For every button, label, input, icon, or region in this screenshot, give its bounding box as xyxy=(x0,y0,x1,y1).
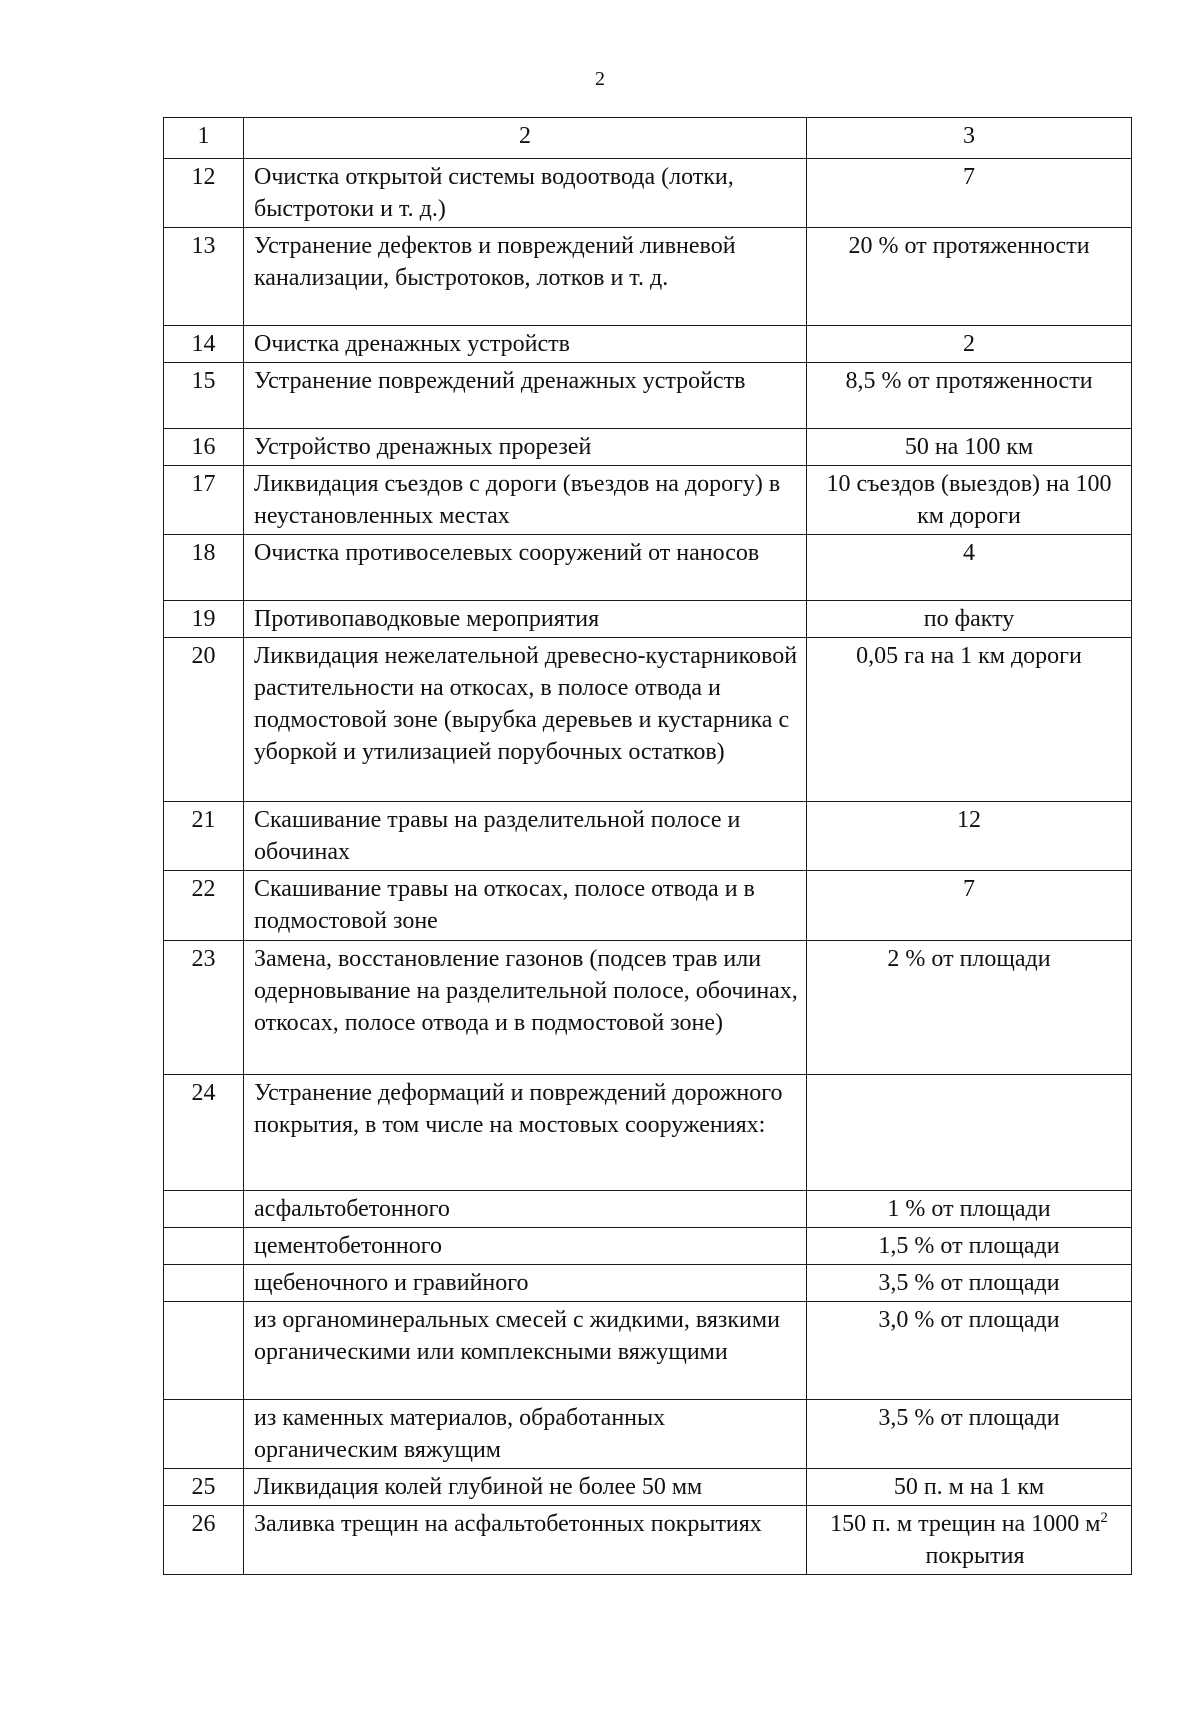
table-row xyxy=(164,601,1132,638)
row-number: 18 xyxy=(164,535,244,601)
row-number xyxy=(164,1228,244,1265)
work-name: Противопаводковые мероприятия xyxy=(244,601,807,638)
norm-value: 4 xyxy=(807,535,1132,601)
norm-value: 2 xyxy=(807,326,1132,363)
norm-value: 3,5 % от площади xyxy=(807,1265,1132,1302)
row-number: 26 xyxy=(164,1506,244,1575)
table-row xyxy=(164,363,1132,429)
page-number: 2 xyxy=(595,68,605,90)
row-number: 24 xyxy=(164,1075,244,1191)
table-row xyxy=(164,802,1132,871)
work-name: Устранение деформаций и повреждений дорожного покрытия, в том числе на мостовых сооружениях: xyxy=(244,1075,807,1191)
row-number: 15 xyxy=(164,363,244,429)
work-name: из каменных материалов, обработанных органическим вяжущим xyxy=(244,1400,807,1469)
norm-value: 2 % от площади xyxy=(807,941,1132,1075)
work-name: Скашивание травы на разделительной полосе и обочинах xyxy=(244,802,807,871)
row-number: 17 xyxy=(164,466,244,535)
header-cell-3: 3 xyxy=(807,118,1132,159)
work-name: Очистка дренажных устройств xyxy=(244,326,807,363)
row-number: 25 xyxy=(164,1469,244,1506)
norm-value: 8,5 % от протяженности xyxy=(807,363,1132,429)
work-name: из органоминеральных смесей с жидкими, вязкими органическими или комплексными вяжущими xyxy=(244,1302,807,1400)
table-row xyxy=(164,466,1132,535)
work-name: щебеночного и гравийного xyxy=(244,1265,807,1302)
row-number: 12 xyxy=(164,159,244,228)
table-row xyxy=(164,326,1132,363)
table-row xyxy=(164,1469,1132,1506)
norm-value: 10 съездов (выездов) на 100 км дороги xyxy=(807,466,1132,535)
work-name: Ликвидация колей глубиной не более 50 мм xyxy=(244,1469,807,1506)
work-name: Очистка противоселевых сооружений от наносов xyxy=(244,535,807,601)
row-number: 23 xyxy=(164,941,244,1075)
norm-value: 1,5 % от площади xyxy=(807,1228,1132,1265)
work-name: Скашивание травы на откосах, полосе отвода и в подмостовой зоне xyxy=(244,871,807,941)
norm-value: по факту xyxy=(807,601,1132,638)
work-name: асфальтобетонного xyxy=(244,1191,807,1228)
table-row xyxy=(164,1506,1132,1575)
norm-value-suffix: покрытия xyxy=(913,1543,1025,1569)
work-name: Ликвидация нежелательной древесно-кустарниковой растительности на откосах, в полосе отвода и подмостовой зоне (вырубка деревьев и кустарника с уборкой и утилизацией порубочных остатков) xyxy=(244,638,807,802)
norm-value: 50 на 100 км xyxy=(807,429,1132,466)
norm-value: 50 п. м на 1 км xyxy=(807,1469,1132,1506)
table-row xyxy=(164,535,1132,601)
table-row xyxy=(164,1302,1132,1400)
work-name: Устранение повреждений дренажных устройств xyxy=(244,363,807,429)
norm-value: 3,0 % от площади xyxy=(807,1302,1132,1400)
work-name: Устройство дренажных прорезей xyxy=(244,429,807,466)
table-row xyxy=(164,941,1132,1075)
table-row xyxy=(164,159,1132,228)
table-row xyxy=(164,1075,1132,1191)
table-row xyxy=(164,228,1132,326)
norms-table xyxy=(163,117,1132,1575)
norm-value: 12 xyxy=(807,802,1132,871)
work-name: Замена, восстановление газонов (подсев трав или одерновывание на разделительной полосе, обочинах, откосах, полосе отвода и в подмостовой зоне) xyxy=(244,941,807,1075)
work-name: цементобетонного xyxy=(244,1228,807,1265)
table-row xyxy=(164,1191,1132,1228)
work-name: Очистка открытой системы водоотвода (лотки, быстротоки и т. д.) xyxy=(244,159,807,228)
table-header-row xyxy=(164,118,1132,159)
row-number xyxy=(164,1302,244,1400)
header-cell-2: 2 xyxy=(244,118,807,159)
row-number: 14 xyxy=(164,326,244,363)
work-name: Заливка трещин на асфальтобетонных покрытиях xyxy=(244,1506,807,1575)
norm-value: 7 xyxy=(807,871,1132,941)
row-number: 21 xyxy=(164,802,244,871)
work-name: Устранение дефектов и повреждений ливневой канализации, быстротоков, лотков и т. д. xyxy=(244,228,807,326)
row-number: 20 xyxy=(164,638,244,802)
table-row xyxy=(164,638,1132,802)
norm-value: 3,5 % от площади xyxy=(807,1400,1132,1469)
norm-value: 7 xyxy=(807,159,1132,228)
superscript: 2 xyxy=(1100,1510,1108,1526)
work-name: Ликвидация съездов с дороги (въездов на дорогу) в неустановленных местах xyxy=(244,466,807,535)
norm-value-text: 150 п. м трещин на 1000 м xyxy=(830,1511,1101,1537)
norm-value: 0,05 га на 1 км дороги xyxy=(807,638,1132,802)
row-number: 13 xyxy=(164,228,244,326)
table-row xyxy=(164,1265,1132,1302)
norm-value: 1 % от площади xyxy=(807,1191,1132,1228)
row-number xyxy=(164,1265,244,1302)
row-number xyxy=(164,1191,244,1228)
row-number xyxy=(164,1400,244,1469)
row-number: 16 xyxy=(164,429,244,466)
norm-value xyxy=(807,1075,1132,1191)
table-row xyxy=(164,429,1132,466)
row-number: 22 xyxy=(164,871,244,941)
header-cell-1: 1 xyxy=(164,118,244,159)
table-row xyxy=(164,1228,1132,1265)
row-number: 19 xyxy=(164,601,244,638)
norm-value xyxy=(807,1506,1132,1575)
table-row xyxy=(164,871,1132,941)
norm-value: 20 % от протяженности xyxy=(807,228,1132,326)
table-row xyxy=(164,1400,1132,1469)
